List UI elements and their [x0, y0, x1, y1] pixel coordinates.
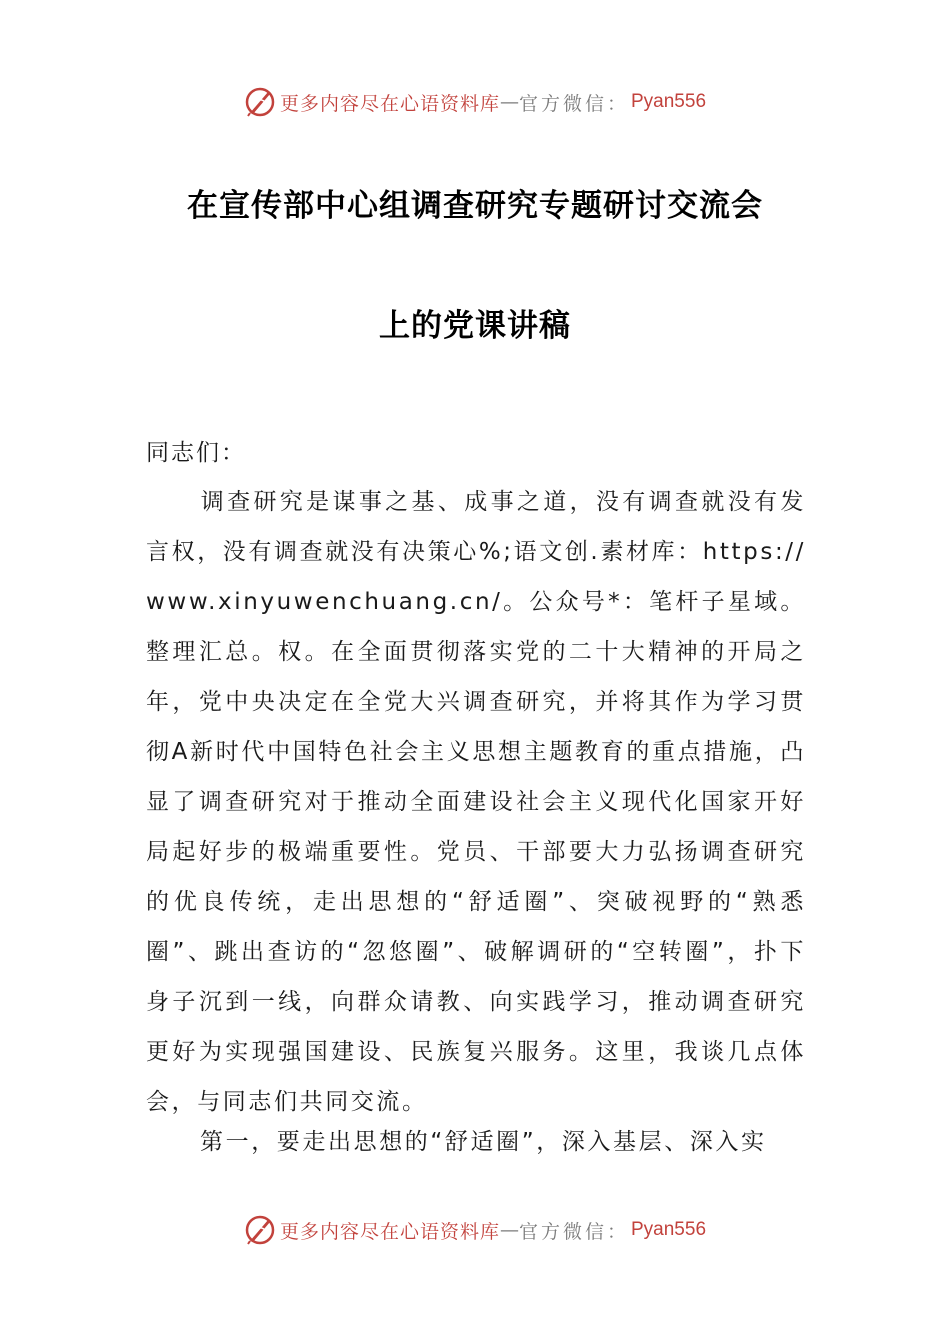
- body-paragraph-1: [146, 477, 806, 1127]
- banner-wechat-label: 官方微信：: [518, 92, 629, 115]
- banner-separator: —: [499, 1219, 519, 1241]
- footer-banner: [0, 1210, 950, 1250]
- banner-site-text: 更多内容尽在心语资料库: [279, 92, 500, 115]
- quill-pen-logo-icon: [244, 86, 276, 118]
- body-paragraph-1-text: 调查研究是谋事之基、成事之道，没有调查就没有发言权，没有调查就没有决策心%;语文创.素材库：https://www.xinyuwenchuang.cn/。公众号*：笔杆子星域。整理汇总。权。在全面贯彻落实党的二十大精神的开局之年，党中央决定在全党大兴调查研究，并将其作为学习贯彻A新时代中国特色社会主义思想主题教育的重点措施，凸显了调查研究对于推动全面建设社会主义现代化国家开好局起好步的极端重要性。党员、干部要大力弘扬调查研究的优良传统，走出思想的“舒适圈”、突破视野的“熟悉圈”、跳出查访的“忽悠圈”、破解调研的“空转圈”，扑下身子沉到一线，向群众请教、向实践学习，推动调查研究更好为实现强国建设、民族复兴服务。这里，我谈几点体会，与同志们共同交流。: [146, 489, 806, 1115]
- banner-site-text: 更多内容尽在心语资料库: [279, 1220, 500, 1243]
- banner-wechat-label: 官方微信：: [518, 1220, 629, 1243]
- document-title-line-1: 在宣传部中心组调查研究专题研讨交流会: [187, 188, 763, 224]
- banner-separator: —: [499, 91, 519, 113]
- quill-pen-logo-icon: [244, 1214, 276, 1246]
- banner-wechat-id: Pyan556: [631, 91, 707, 112]
- banner-wechat-id: Pyan556: [631, 1219, 707, 1240]
- document-title-line-2: 上的党课讲稿: [379, 308, 571, 344]
- body-paragraph-2: [146, 1117, 806, 1167]
- header-banner: [0, 82, 950, 122]
- body-paragraph-2-text: 第一，要走出思想的“舒适圈”，深入基层、深入实: [200, 1129, 767, 1155]
- salutation: 同志们：: [146, 440, 246, 466]
